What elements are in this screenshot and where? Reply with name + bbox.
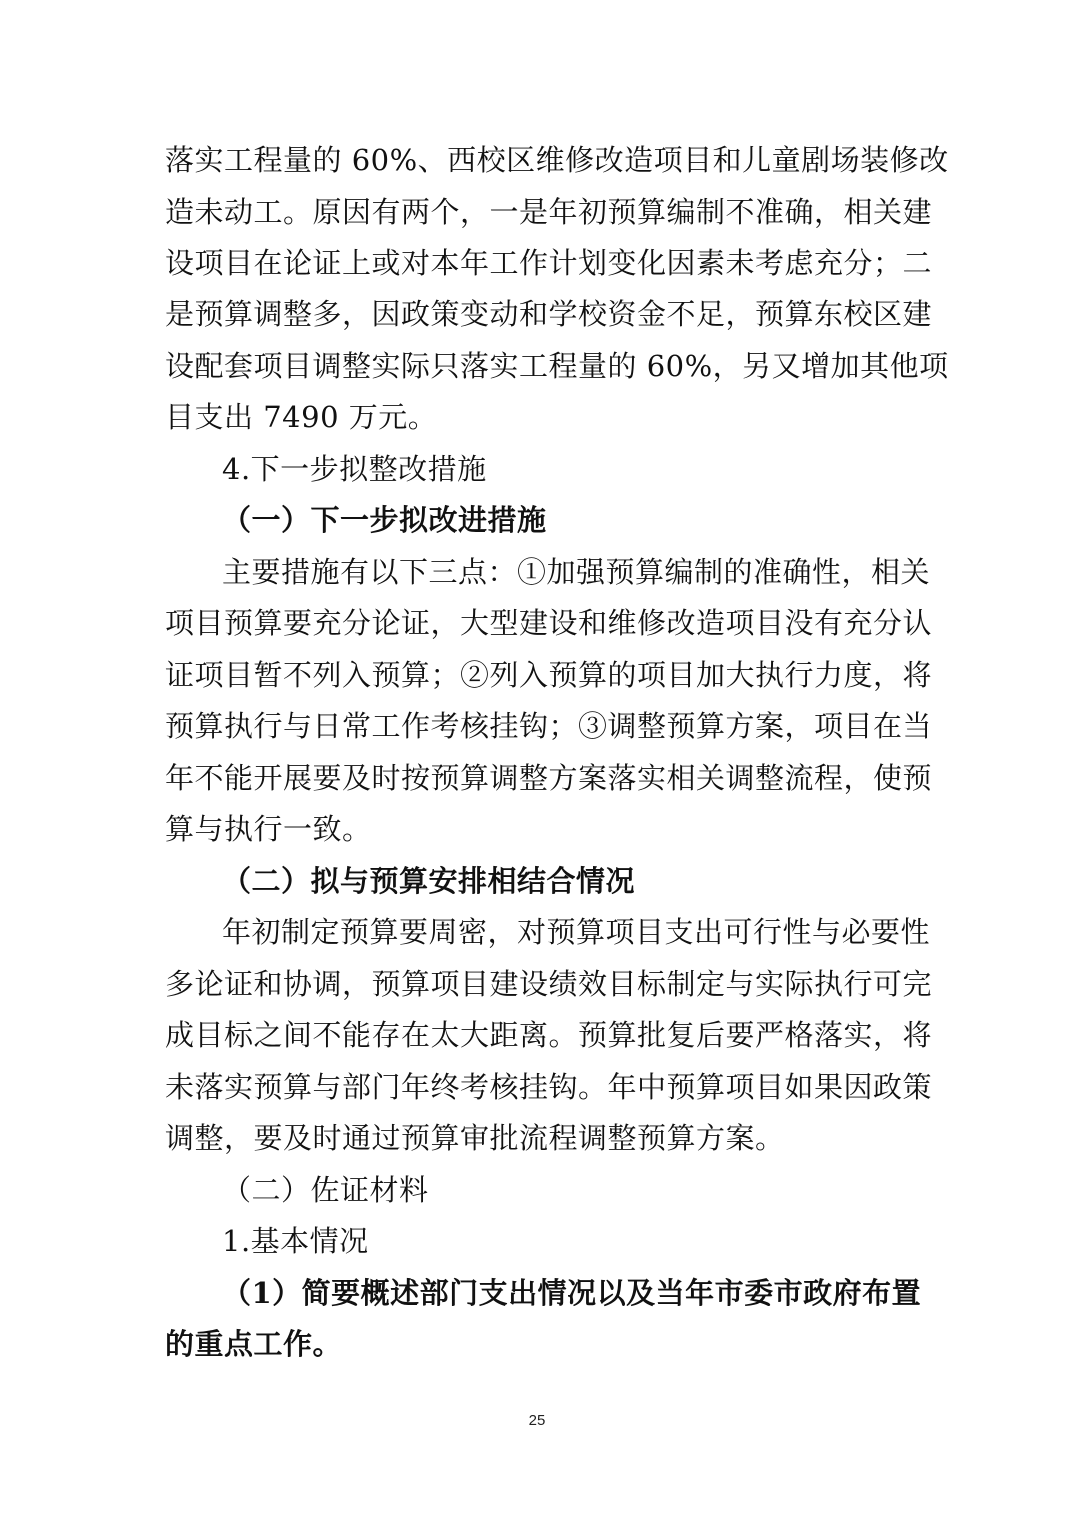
section-heading: 4.下一步拟整改措施 [222,452,487,486]
paragraph-line: 落实工程量的 60%、西校区维修改造项目和儿童剧场装修改 [165,143,949,177]
subsection-heading: （一）下一步拟改进措施 [222,503,547,537]
section-heading: 1.基本情况 [222,1224,369,1258]
subsection-heading: （二）拟与预算安排相结合情况 [222,864,636,898]
paragraph-line: 造未动工。原因有两个，一是年初预算编制不准确，相关建 [165,195,933,229]
page-number: 25 [528,1412,546,1429]
paragraph-line: 年初制定预算要周密，对预算项目支出可行性与必要性 [222,915,931,949]
paragraph-line: 主要措施有以下三点：①加强预算编制的准确性，相关 [222,555,931,589]
section-heading: （二）佐证材料 [222,1173,429,1207]
paragraph-line: 设项目在论证上或对本年工作计划变化因素未考虑充分；二 [165,246,933,280]
paragraph-line: 的重点工作。 [165,1327,343,1361]
paragraph-line: 证项目暂不列入预算；②列入预算的项目加大执行力度，将 [165,658,933,692]
paragraph-line: 设配套项目调整实际只落实工程量的 60%，另又增加其他项 [165,349,949,383]
paragraph-line: 成目标之间不能存在太大距离。预算批复后要严格落实，将 [165,1018,933,1052]
paragraph-line: 年不能开展要及时按预算调整方案落实相关调整流程，使预 [165,761,933,795]
paragraph-line: 是预算调整多，因政策变动和学校资金不足，预算东校区建 [165,297,933,331]
paragraph-line: 算与执行一致。 [165,812,372,846]
paragraph-line: 未落实预算与部门年终考核挂钩。年中预算项目如果因政策 [165,1070,933,1104]
paragraph-line: 预算执行与日常工作考核挂钩；③调整预算方案，项目在当 [165,709,933,743]
paragraph-line: 多论证和协调，预算项目建设绩效目标制定与实际执行可完 [165,967,933,1001]
paragraph-line: （1）简要概述部门支出情况以及当年市委市政府布置 [222,1276,922,1310]
paragraph-line: 调整，要及时通过预算审批流程调整预算方案。 [165,1121,785,1155]
paragraph-line: 目支出 7490 万元。 [165,400,438,434]
paragraph-line: 项目预算要充分论证，大型建设和维修改造项目没有充分认 [165,606,933,640]
